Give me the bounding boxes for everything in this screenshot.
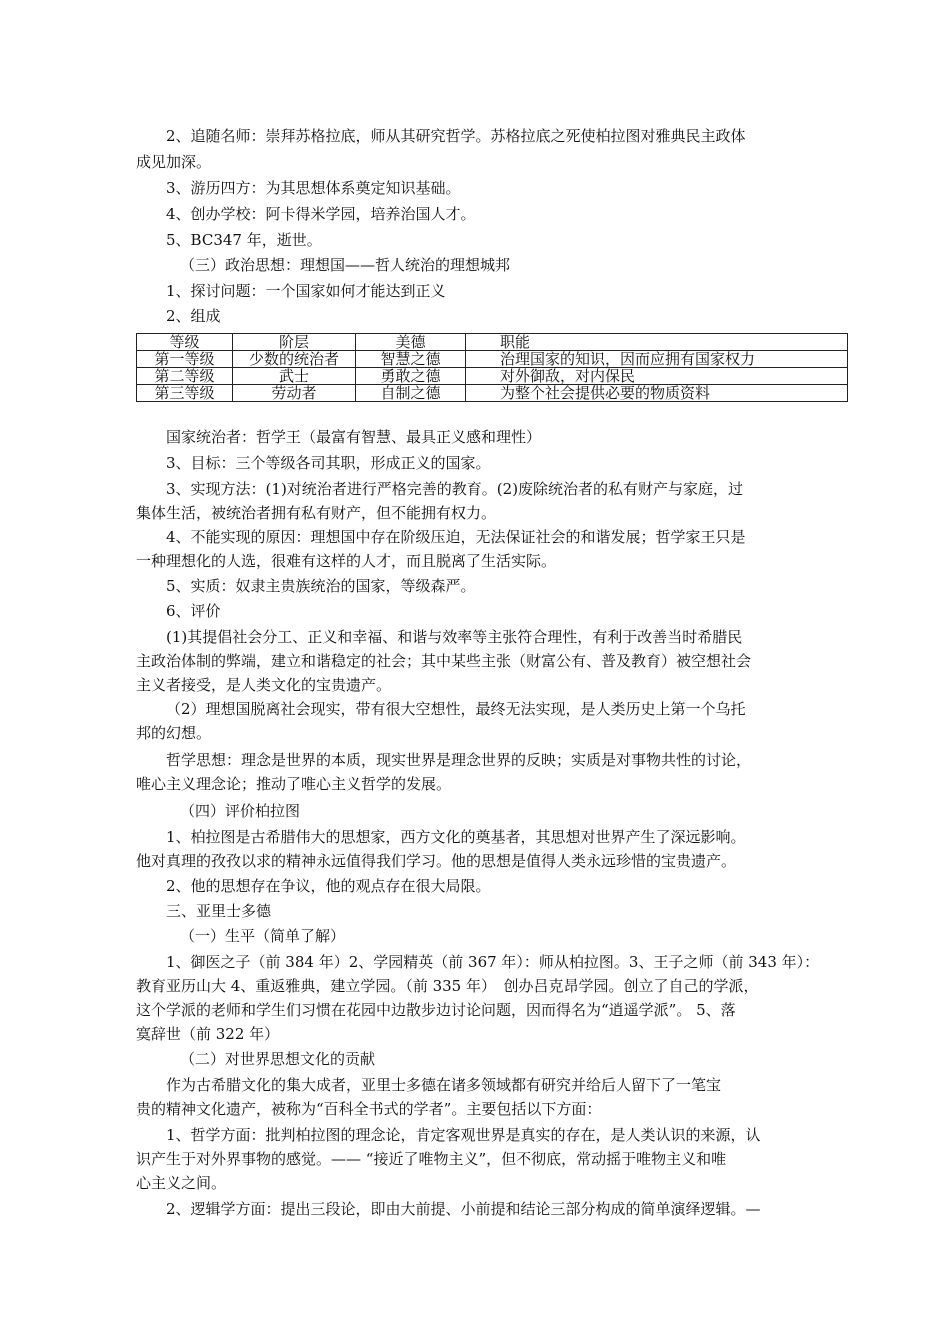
table-cell: 对外御敌，对内保民: [466, 368, 848, 385]
paragraph-line: 6、评价: [166, 602, 221, 620]
paragraph-line: 国家统治者：哲学王（最富有智慧、最具正义感和理性）: [166, 428, 542, 446]
paragraph-line: 邦的幻想。: [136, 724, 212, 742]
paragraph-line: 1、哲学方面：批判柏拉图的理念论，肯定客观世界是真实的存在，是人类认识的来源，认: [166, 1126, 761, 1144]
table-row: [137, 368, 848, 385]
paragraph-line: （2）理想国脱离社会现实，带有很大空想性，最终无法实现，是人类历史上第一个乌托: [166, 700, 746, 718]
section-heading: （三）政治思想：理想国——哲人统治的理想城邦: [180, 256, 511, 274]
paragraph-line: 心主义之间。: [136, 1174, 227, 1192]
paragraph-line: 作为古希腊文化的集大成者，亚里士多德在诸多领域都有研究并给后人留下了一笔宝: [166, 1076, 722, 1094]
paragraph-line: 他对真理的孜孜以求的精神永远值得我们学习。他的思想是值得人类永远珍惜的宝贵遗产。: [136, 852, 737, 870]
paragraph-line: 1、御医之子（前 384 年）2、学园精英（前 367 年）：师从柏拉图。3、王子之师（前 343 年）：: [166, 953, 820, 971]
paragraph-line: 1、探讨问题：一个国家如何才能达到正义: [166, 282, 446, 300]
class-structure-table: [136, 333, 848, 402]
paragraph-line: 识产生于对外界事物的感觉。—— “接近了唯物主义”，但不彻底，常动摇于唯物主义和唯: [136, 1150, 727, 1168]
section-heading: 三、亚里士多德: [166, 902, 272, 920]
table-header: 阶层: [233, 334, 356, 351]
paragraph-line: 1、柏拉图是古希腊伟大的思想家，西方文化的奠基者，其思想对世界产生了深远影响。: [166, 828, 746, 846]
paragraph-line: 哲学思想：理念是世界的本质，现实世界是理念世界的反映；实质是对事物共性的讨论，: [166, 751, 752, 769]
paragraph-line: 5、BC347 年，逝世。: [166, 231, 322, 249]
table-cell: 第一等级: [137, 351, 233, 368]
table-cell: 劳动者: [233, 385, 356, 402]
section-heading: （二）对世界思想文化的贡献: [180, 1050, 376, 1068]
paragraph-line: 成见加深。: [136, 153, 212, 171]
table-cell: 勇敢之德: [356, 368, 466, 385]
paragraph-line: 3、实现方法：(1)对统治者进行严格完善的教育。(2)废除统治者的私有财产与家庭，过: [166, 480, 744, 498]
table-cell: 为整个社会提供必要的物质资料: [466, 385, 848, 402]
paragraph-line: 寞辞世（前 322 年）: [136, 1025, 280, 1043]
paragraph-line: 这个学派的老师和学生们习惯在花园中边散步边讨论问题，因而得名为“逍遥学派”。 5、落: [136, 1001, 736, 1019]
table-header-row: [137, 334, 848, 351]
table-header: 等级: [137, 334, 233, 351]
table-cell: 治理国家的知识，因而应拥有国家权力: [466, 351, 848, 368]
paragraph-line: 4、不能实现的原因：理想国中存在阶级压迫，无法保证社会的和谐发展；哲学家王只是: [166, 528, 746, 546]
section-heading: （一）生平（简单了解）: [180, 927, 346, 945]
table-row: [137, 385, 848, 402]
paragraph-line: 集体生活，被统治者拥有私有财产，但不能拥有权力。: [136, 504, 497, 522]
paragraph-line: 2、他的思想存在争议，他的观点存在很大局限。: [166, 877, 491, 895]
paragraph-line: 唯心主义理念论；推动了唯心主义哲学的发展。: [136, 775, 452, 793]
paragraph-line: 3、游历四方：为其思想体系奠定知识基础。: [166, 179, 461, 197]
paragraph-line: 主义者接受，是人类文化的宝贵遗产。: [136, 676, 392, 694]
paragraph-line: 2、追随名师：崇拜苏格拉底，师从其研究哲学。苏格拉底之死使柏拉图对雅典民主政体: [166, 127, 746, 145]
paragraph-line: 教育亚历山大 4、重返雅典，建立学园。（前 335 年） 创办吕克昂学园。创立了自己的学派，: [136, 977, 759, 995]
table-cell: 武士: [233, 368, 356, 385]
table-cell: 第三等级: [137, 385, 233, 402]
paragraph-line: 贵的精神文化遗产，被称为“百科全书式的学者”。主要包括以下方面：: [136, 1100, 602, 1118]
paragraph-line: 5、实质：奴隶主贵族统治的国家，等级森严。: [166, 577, 476, 595]
table-header: 美德: [356, 334, 466, 351]
paragraph-line: 2、逻辑学方面：提出三段论，即由大前提、小前提和结论三部分构成的简单演绎逻辑。—: [166, 1200, 761, 1218]
table-cell: 少数的统治者: [233, 351, 356, 368]
table-cell: 智慧之德: [356, 351, 466, 368]
section-heading: （四）评价柏拉图: [180, 802, 301, 820]
table-cell: 第二等级: [137, 368, 233, 385]
paragraph-line: 2、组成: [166, 307, 221, 325]
paragraph-line: 4、创办学校：阿卡得米学园，培养治国人才。: [166, 205, 476, 223]
table-row: [137, 351, 848, 368]
paragraph-line: 主政治体制的弊端，建立和谐稳定的社会；其中某些主张（财富公有、普及教育）被空想社会: [136, 652, 752, 670]
paragraph-line: (1)其提倡社会分工、正义和幸福、和谐与效率等主张符合理性，有利于改善当时希腊民: [166, 628, 743, 646]
table-header: 职能: [466, 334, 848, 351]
paragraph-line: 3、目标：三个等级各司其职，形成正义的国家。: [166, 454, 491, 472]
paragraph-line: 一种理想化的人选，很难有这样的人才，而且脱离了生活实际。: [136, 552, 557, 570]
table-cell: 自制之德: [356, 385, 466, 402]
